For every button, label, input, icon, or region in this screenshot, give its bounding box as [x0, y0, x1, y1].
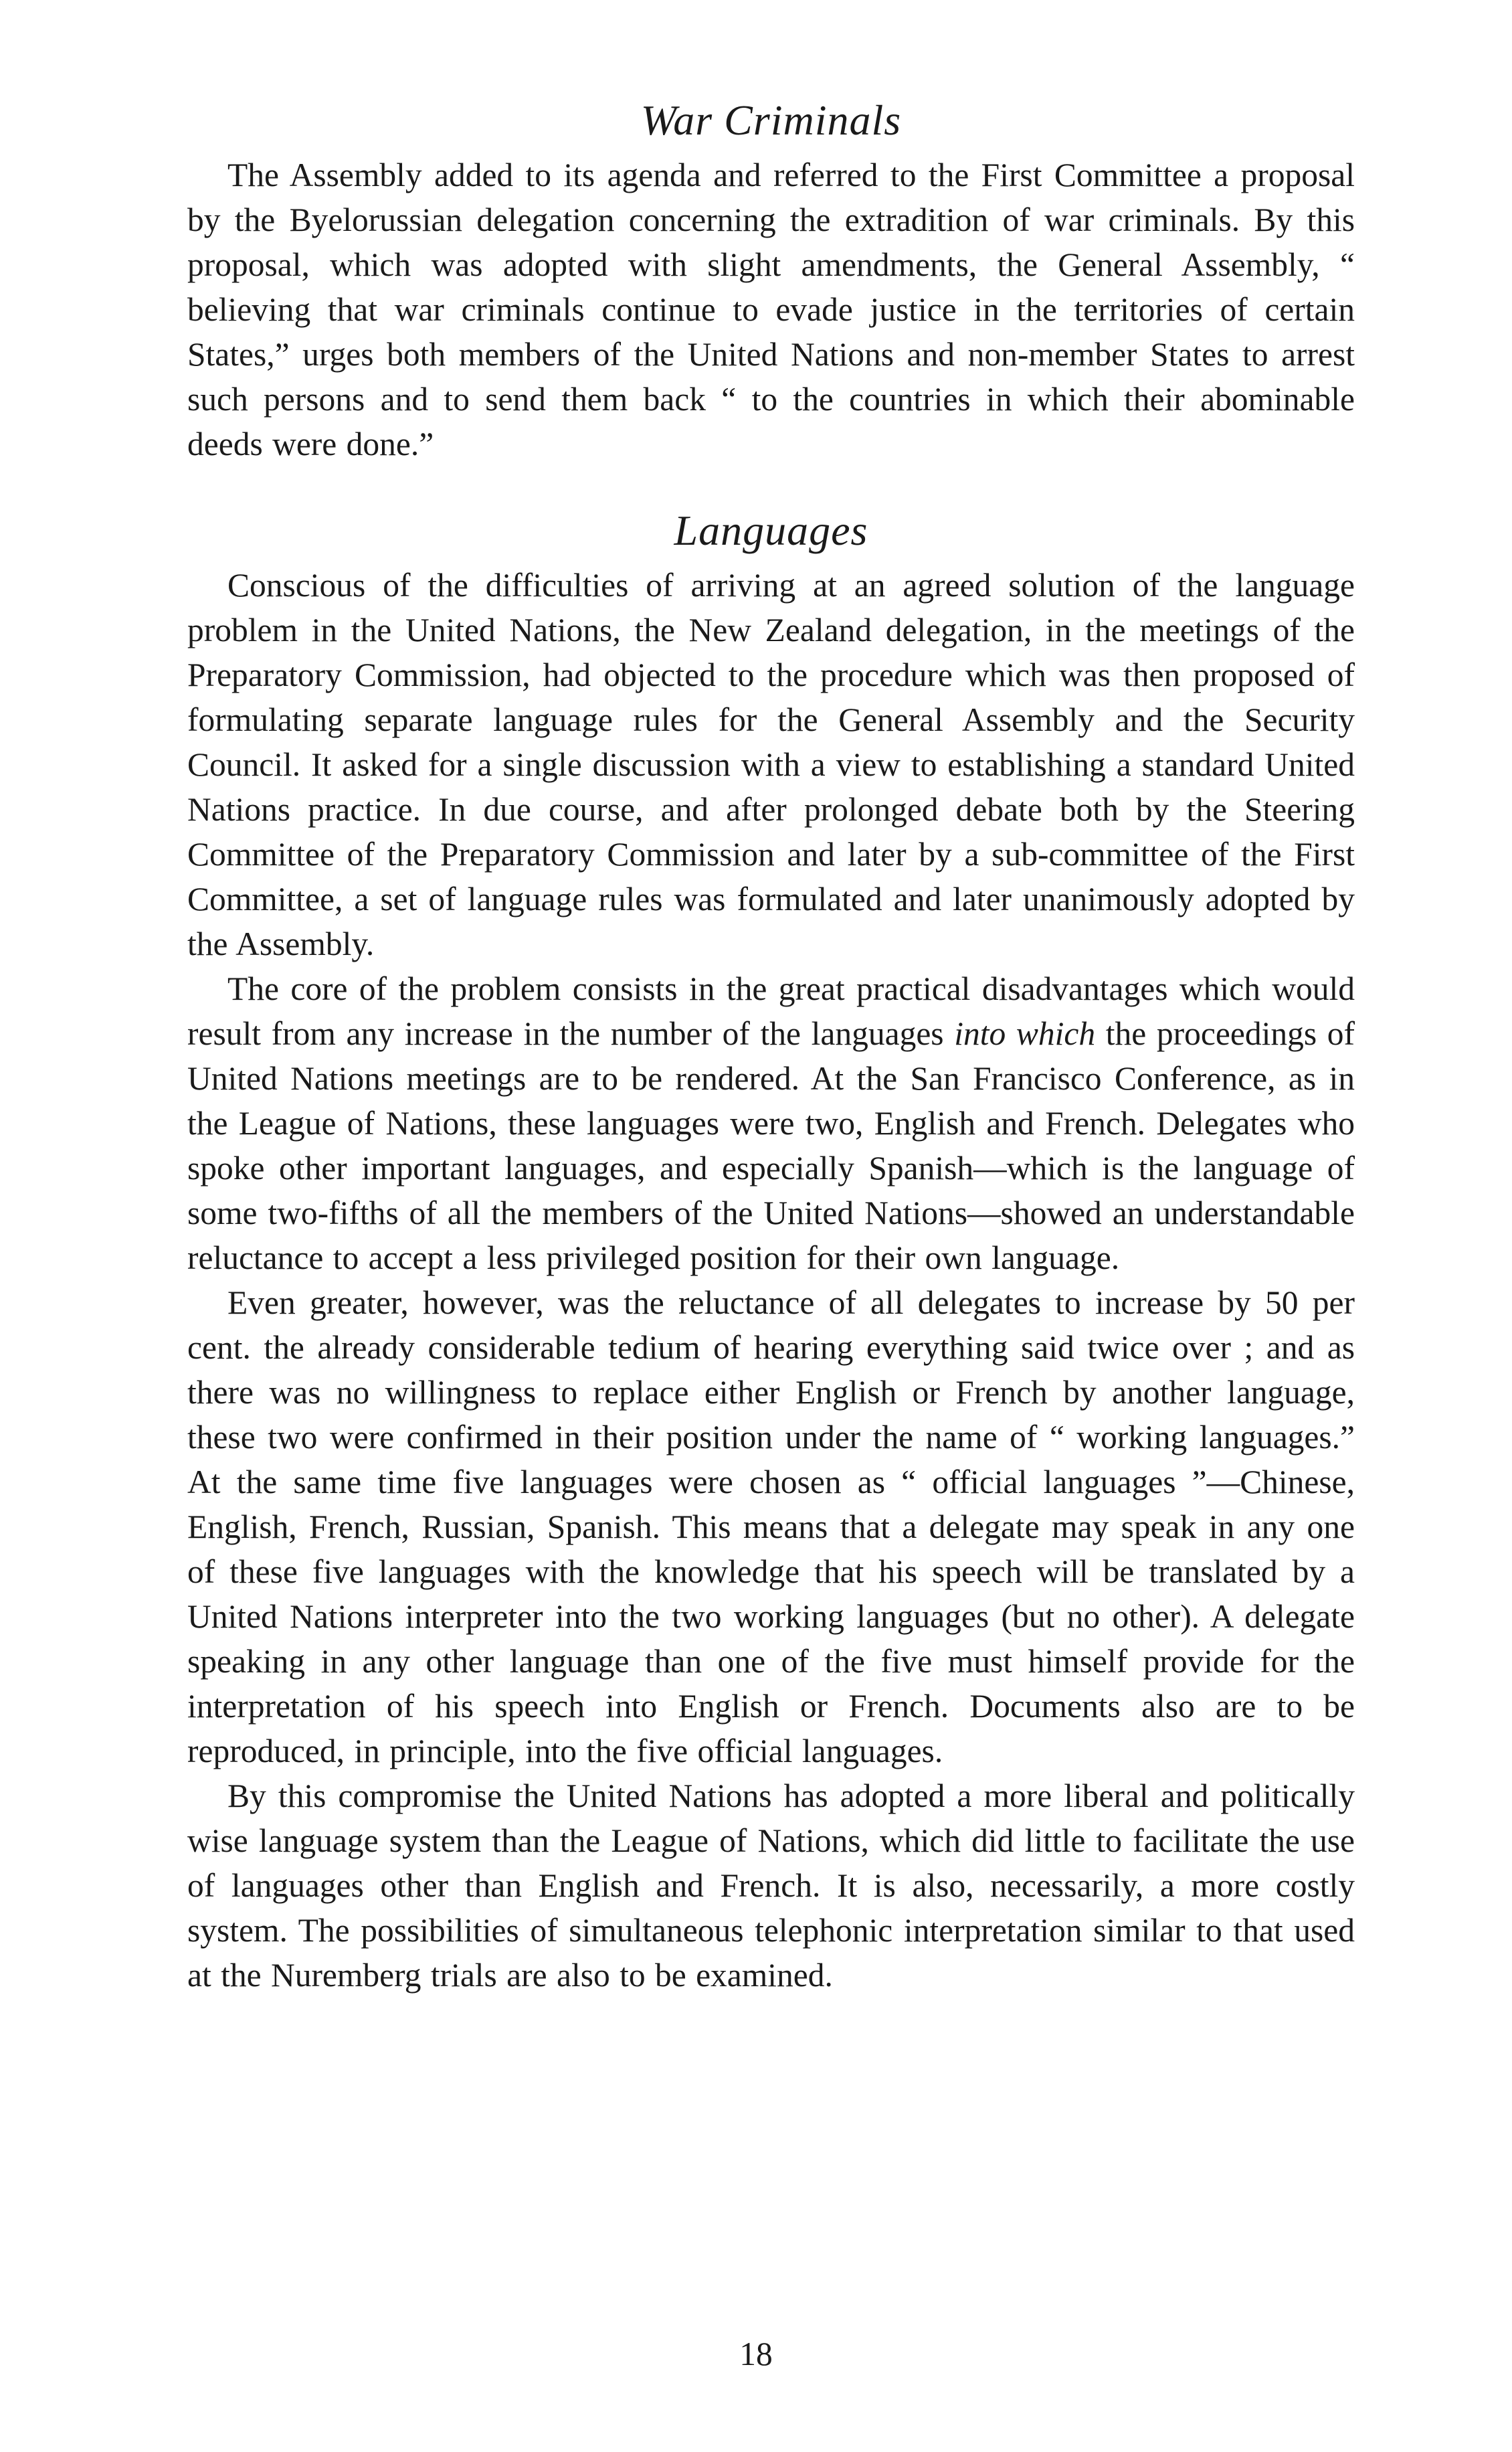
- paragraph-text: Conscious of the difficulties of arriving at an agreed solution of the language problem in the United Nations, the New Zealand delegation, in the meetings of the Preparatory Commission, had objected to the procedure which was then proposed of formulating separate language rules for the General Assembly and the Security Council. It asked for a single discussion with a view to establishing a standard United Nations practice. In due course, and after prolonged debate both by the Steering Committee of the Preparatory Commission and later by a sub-committee of the First Committee, a set of language rules was formulated and later unanimously adopted by the Assembly.: [187, 567, 1355, 962]
- paragraph-text: Even greater, however, was the reluctance of all delegates to increase by 50 per cent. the already considerable tedium of hearing everything said twice over ; and as there was no willingness to replace either English or French by another language, these two were confirmed in their position under the name of “ working languages.” At the same time five languages were chosen as “ official languages ”—Chinese, English, French, Russian, Spanish. This means that a delegate may speak in any one of these five languages with the knowledge that his speech will be translated by a United Nations interpreter into the two working languages (but no other). A delegate speaking in any other language than one of the five must himself provide for the interpretation of his speech into English or French. Documents also are to be reproduced, in principle, into the five official languages.: [187, 1284, 1355, 1769]
- paragraph-languages-1: [187, 563, 1355, 966]
- paragraph-languages-4: [187, 1773, 1355, 1998]
- paragraph-languages-3: [187, 1280, 1355, 1773]
- paragraph-war-criminals: [187, 153, 1355, 466]
- paragraph-text: the proceedings of United Nations meetings are to be rendered. At the San Francisco Conference, as in the League of Nations, these languages were two, English and French. Delegates who spoke other important languages, and especially Spanish—which is the language of some two-fifths of all the members of the United Nations—showed an understandable reluctance to accept a less privileged position for their own language.: [187, 1015, 1355, 1276]
- paragraph-text: The Assembly added to its agenda and referred to the First Committee a proposal by the Byelorussian delegation concerning the extradition of war criminals. By this proposal, which was adopted with slight amendments, the General Assembly, “ believing that war criminals continue to evade justice in the territories of certain States,” urges both members of the United Nations and non-member States to arrest such persons and to send them back “ to the countries in which their abominable deeds were done.”: [187, 157, 1355, 462]
- paragraph-text: By this compromise the United Nations has adopted a more liberal and politically wise language system than the League of Nations, which did little to facilitate the use of languages other than English and French. It is also, necessarily, a more costly system. The possibilities of simultaneous telephonic interpretation similar to that used at the Nuremberg trials are also to be examined.: [187, 1777, 1355, 1994]
- emphasis-text: into which: [954, 1015, 1096, 1052]
- section-heading-war-criminals: War Criminals: [640, 96, 902, 144]
- paragraph-text: The core of the problem consists in the great practical disadvantages which would result from any increase in the number of the languages: [187, 970, 1355, 1052]
- section-heading-languages: Languages: [674, 507, 868, 554]
- paragraph-languages-2: [187, 966, 1355, 1280]
- page-number: 18: [739, 2336, 773, 2372]
- document-page: [187, 94, 1355, 1998]
